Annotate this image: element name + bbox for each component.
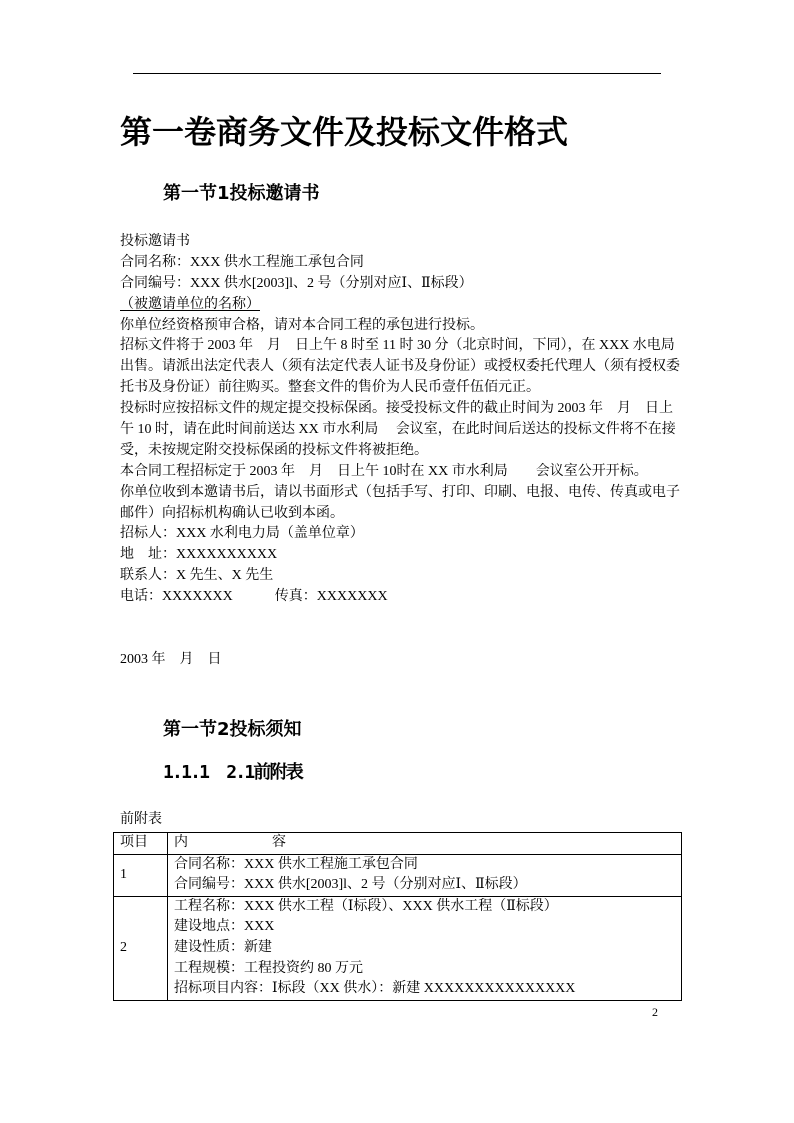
content-line: 合同编号：XXX 供水[2003]l、2 号（分别对应Ⅰ、Ⅱ标段） bbox=[174, 877, 527, 893]
contact-line: 联系人：X 先生、X 先生 bbox=[120, 568, 274, 584]
invitation-date bbox=[120, 650, 222, 671]
contract-number: 合同编号：XXX 供水[2003]l、2 号（分别对应Ⅰ、Ⅱ标段） bbox=[120, 275, 473, 291]
invitation-body-line: 托书及身份证）前往购买。整套文件的售价为人民币壹仟伍佰元正。 bbox=[120, 380, 540, 396]
address-line: 地 址：XXXXXXXXXX bbox=[120, 547, 278, 563]
header-item: 项目 bbox=[114, 833, 168, 855]
tenderer-line: 招标人：XXX 水利电力局（盖单位章） bbox=[120, 526, 364, 542]
invitation-body-line: 本合同工程招标定于 2003 年 月 日上午 10时在 XX 市水利局 会议室公开开标。 bbox=[120, 463, 648, 479]
table-header-row bbox=[114, 833, 682, 855]
invitation-body-line: 你单位经资格预审合格，请对本合同工程的承包进行投标。 bbox=[120, 317, 484, 333]
contract-name: 合同名称：XXX 供水工程施工承包合同 bbox=[120, 254, 364, 270]
invitation-body-line: 午 10 时，请在此时间前送达 XX 市水利局 会议室，在此时间后送达的投标文件将不在接 bbox=[120, 422, 676, 438]
content-line: 建设地点：XXX bbox=[174, 919, 275, 935]
appendix-table bbox=[113, 832, 682, 1001]
fax-number: 传真：XXXXXXX bbox=[274, 589, 388, 605]
invitation-body-line: 投标时应按招标文件的规定提交投标保函。接受投标文件的截止时间为 2003 年 月 日上 bbox=[120, 401, 673, 417]
table-cell-item: 2 bbox=[114, 896, 168, 1000]
invitation-body-line: 出售。请派出法定代表人（须有法定代表人证书及身份证）或授权委托代理人（须有授权委 bbox=[120, 359, 680, 375]
content-line: 招标项目内容：Ⅰ标段（XX 供水）：新建 XXXXXXXXXXXXXXX bbox=[174, 981, 576, 997]
table-caption: 前附表 bbox=[120, 812, 162, 827]
invitee-name: （被邀请单位的名称） bbox=[120, 296, 260, 312]
volume-title: 第一卷商务文件及投标文件格式 bbox=[120, 113, 569, 151]
table-cell-content bbox=[168, 854, 682, 896]
content-line: 工程名称：XXX 供水工程（Ⅰ标段）、XXX 供水工程（Ⅱ标段） bbox=[174, 898, 558, 914]
phone-number: 电话：XXXXXXX bbox=[120, 589, 233, 605]
phone-fax-line bbox=[120, 587, 673, 608]
invitation-body-line: 受，未按规定附交投标保函的投标文件将被拒绝。 bbox=[120, 442, 428, 458]
header-content: 内 容 bbox=[168, 833, 682, 855]
page-number: 2 bbox=[652, 1005, 658, 1019]
invitation-title: 投标邀请书 bbox=[120, 234, 190, 249]
table-cell-item: 1 bbox=[114, 854, 168, 896]
invitation-body-line: 你单位收到本邀请书后，请以书面形式（包括手写、打印、印刷、电报、电传、传真或电子 bbox=[120, 484, 680, 500]
invitation-letter bbox=[120, 232, 680, 608]
section-heading-instructions: 第一节2投标须知 bbox=[163, 719, 302, 740]
content-line: 工程规模：工程投资约 80 万元 bbox=[174, 960, 363, 976]
table-caption-block bbox=[120, 810, 162, 831]
subsection-heading-appendix: 1.1.1 2.1前附表 bbox=[163, 762, 302, 783]
invitation-body-line: 招标文件将于 2003 年 月 日上午 8 时至 11 时 30 分（北京时间，下同），在 XXX 水电局 bbox=[120, 338, 675, 354]
date-line: 2003 年 月 日 bbox=[120, 652, 222, 667]
header-rule bbox=[133, 73, 661, 74]
content-line: 合同名称：XXX 供水工程施工承包合同 bbox=[174, 856, 418, 872]
content-line: 建设性质：新建 bbox=[174, 939, 272, 955]
table-row bbox=[114, 896, 682, 1000]
section-heading-invitation: 第一节1投标邀请书 bbox=[163, 183, 320, 204]
invitee-line bbox=[120, 295, 673, 316]
table-row bbox=[114, 854, 682, 896]
invitation-body-line: 邮件）向招标机构确认已收到本函。 bbox=[120, 505, 344, 521]
table-cell-content bbox=[168, 896, 682, 1000]
